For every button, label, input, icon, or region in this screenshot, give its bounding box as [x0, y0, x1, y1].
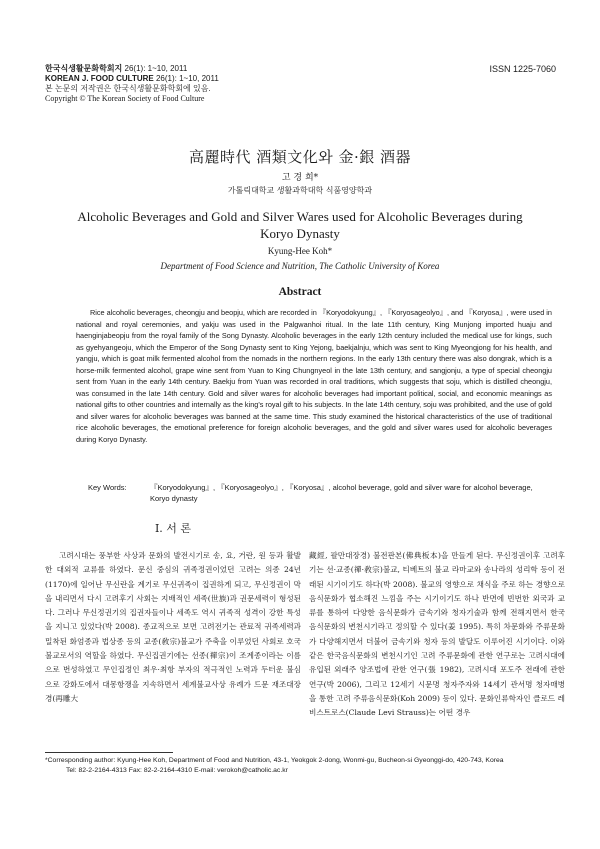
footnote	[45, 756, 560, 776]
copyright-ko: 본 논문의 저작권은 한국식생활문화학회에 있음.	[45, 84, 211, 93]
author-ko: 고 경 희*	[281, 173, 319, 183]
affiliation-ko: 가톨릭대학교 생활과학대학 식품영양학과	[227, 186, 373, 195]
journal-volume-ko: 26(1): 1~10, 2011	[124, 64, 188, 73]
body-column-left: 고려시대는 풍부한 사상과 문화의 발전시기로 송, 요, 거란, 원 등과 활발한 대외적 교류를 하였다. 문신 중심의 귀족정권이었던 고려는 의종 24년(1170)에 일어난 무신란을 계기로 무신귀족이 집권하게 되고, 무신정권이 막을 내리면서 다시 고려후기 사회는 지배적인 세족(世族)과 권문세력이 형성된다. 그러나 무신정권기의 집권자들이나 세족도 역시 귀족적 성격이 강한 특성을 지니고 있었다(박 2008). 종교적으로 보면 고려전기는 관료적 귀족세력과 밀착된 화엄종과 법상종 등의 교종(敎宗)불교가 주축을 이루었던 사회로 호국불교로서의 역할을 하였다. 무신집권기에는 선종(禪宗)이 조계종이라는 이름으로 번성하였고 무인집정인 최우·최항 부자의 적극적인 노력과 두터운 불심으로 강화도에서 대몽항쟁을 지속하면서 세계불교사상 유례가 드문 재조대장경(再雕大	[45, 551, 301, 703]
journal-line-en	[45, 74, 425, 84]
title-en: Alcoholic Beverages and Gold and Silver Wares used for Alcoholic Beverages during Koryo Dynasty	[77, 209, 523, 241]
journal-name-ko: 한국식생활문화학회지	[45, 64, 123, 73]
footnote-line-1: *Corresponding author: Kyung-Hee Koh, Department of Food and Nutrition, 43-1, Yeokgok 2-dong, Wonmi-gu, Bucheon-si Gyeonggi-do, 420-743, Korea	[45, 757, 504, 764]
issn: ISSN 1225-7060	[489, 64, 556, 74]
affiliation-en: Department of Food Science and Nutrition, The Catholic University of Korea	[160, 261, 440, 271]
title-ko: 高麗時代 酒類文化와 金·銀 酒器	[188, 148, 412, 166]
section-heading: Ⅰ. 서 론	[154, 522, 192, 535]
journal-line-ko	[45, 64, 425, 74]
journal-header	[45, 64, 425, 104]
copyright-en: Copyright © The Korean Society of Food Culture	[45, 94, 205, 103]
keywords-text: 『Koryodokyung』, 『Koryosageolyo』, 『Koryosa』, alcohol beverage, gold and silver ware for alcohol beverage, Koryo dynasty	[150, 483, 533, 503]
body-column-right: 藏經, 팔만대장경) 불전판본(佛典板本)을 만들게 된다. 무신정권이후 고려후기는 선·교종(禪·敎宗)불교, 티베트의 불교 라마교와 송나라의 성리학 등이 전래된 시기이기도 하다(박 2008). 불교의 영향으로 채식을 주로 하는 경향으로 음식문화가 협소해진 느낌을 주는 시기이기도 하나 반면에 빈번한 외국과 교류를 통하여 다양한 음식문화가 금속기와 청자기술과 함께 전해지면서 한국 음식문화의 변천시기라고 정의할 수 있다(姜 1995). 특히 차문화와 주류문화가 다양해지면서 더불어 금속기와 청자 등의 발달도 이루어진 시기이다. 이와 같은 한국음식문화의 변천시기인 고려 주류문화에 관한 연구로는 고려시대에 유입된 외래주 양조법에 관한 연구(張 1982), 고려시대 포도주 전래에 관한 연구(박 2006), 그리고 12세기 시문명 청자주자와 14세기 관서명 청자매병을 통한 고려 주류음식문화(Koh 2009) 등이 있다. 문화인류학자인 클로드 레비스트로스(Claude Levi Strauss)는 어떤 경우	[309, 551, 565, 718]
keywords	[88, 482, 552, 504]
author-en: Kyung-Hee Koh*	[267, 246, 333, 256]
abstract-text: Rice alcoholic beverages, cheongju and beopju, which are recorded in 『Koryodokyung』, 『Koryosageolyo』, and 『Koryosa』, were used in national and royal ceremonies, and yakju was used in the Palgwanhoi ritual. In the late 11th century, King Munjong imported huaju and haenginjabeopju from the royal family of the Song Dynasty. Alcoholic beverages in the early 12th century included the medical use for kings, such as gyehyangeoju, which the Emperor of the Song Dynasty sent to King Yejong, baekjalnju, which was sent to King Myeongjong for his health, and yangju, which is goat milk fermented alcohol from the nomads in the northern regions. In the early 13th century there was also dongrak, which is a horse-milk fermented alcohol, grape wine sent from Yuan to King Chungnyeol in the late 13th century, and sangjonju, a type of special cheongju sent from Yuan in the early 14th century. Baekju from Yuan was recorded in oral traditions, which suggests that soju, which is distilled cheongju, was consumed in the late 14th century. Gold and silver wares for alcoholic beverages had important political, social, and economic meanings as national gifts to other countries and internally as the king's royal gift to his subjects. In the late 14th century, soju was prohibited, and the use of gold and silver wares for alcoholic beverages was banned at the same time. This study examined the historical characteristics of the use of traditional rice alcoholic beverages, the emotional preference for foreign alcoholic beverages, and the gold and silver wares used for alcoholic beverages during Koryo Dynasty.	[76, 308, 552, 444]
journal-volume-en: 26(1): 1~10, 2011	[155, 74, 219, 83]
footnote-rule	[45, 752, 173, 753]
footnote-line-2: Tel: 82-2-2164-4313 Fax: 82-2-2164-4310 E-mail: verokoh@catholic.ac.kr	[66, 767, 288, 774]
keywords-label: Key Words:	[88, 483, 127, 492]
journal-name-en: KOREAN J. FOOD CULTURE	[45, 74, 154, 83]
abstract-heading: Abstract	[278, 286, 322, 298]
